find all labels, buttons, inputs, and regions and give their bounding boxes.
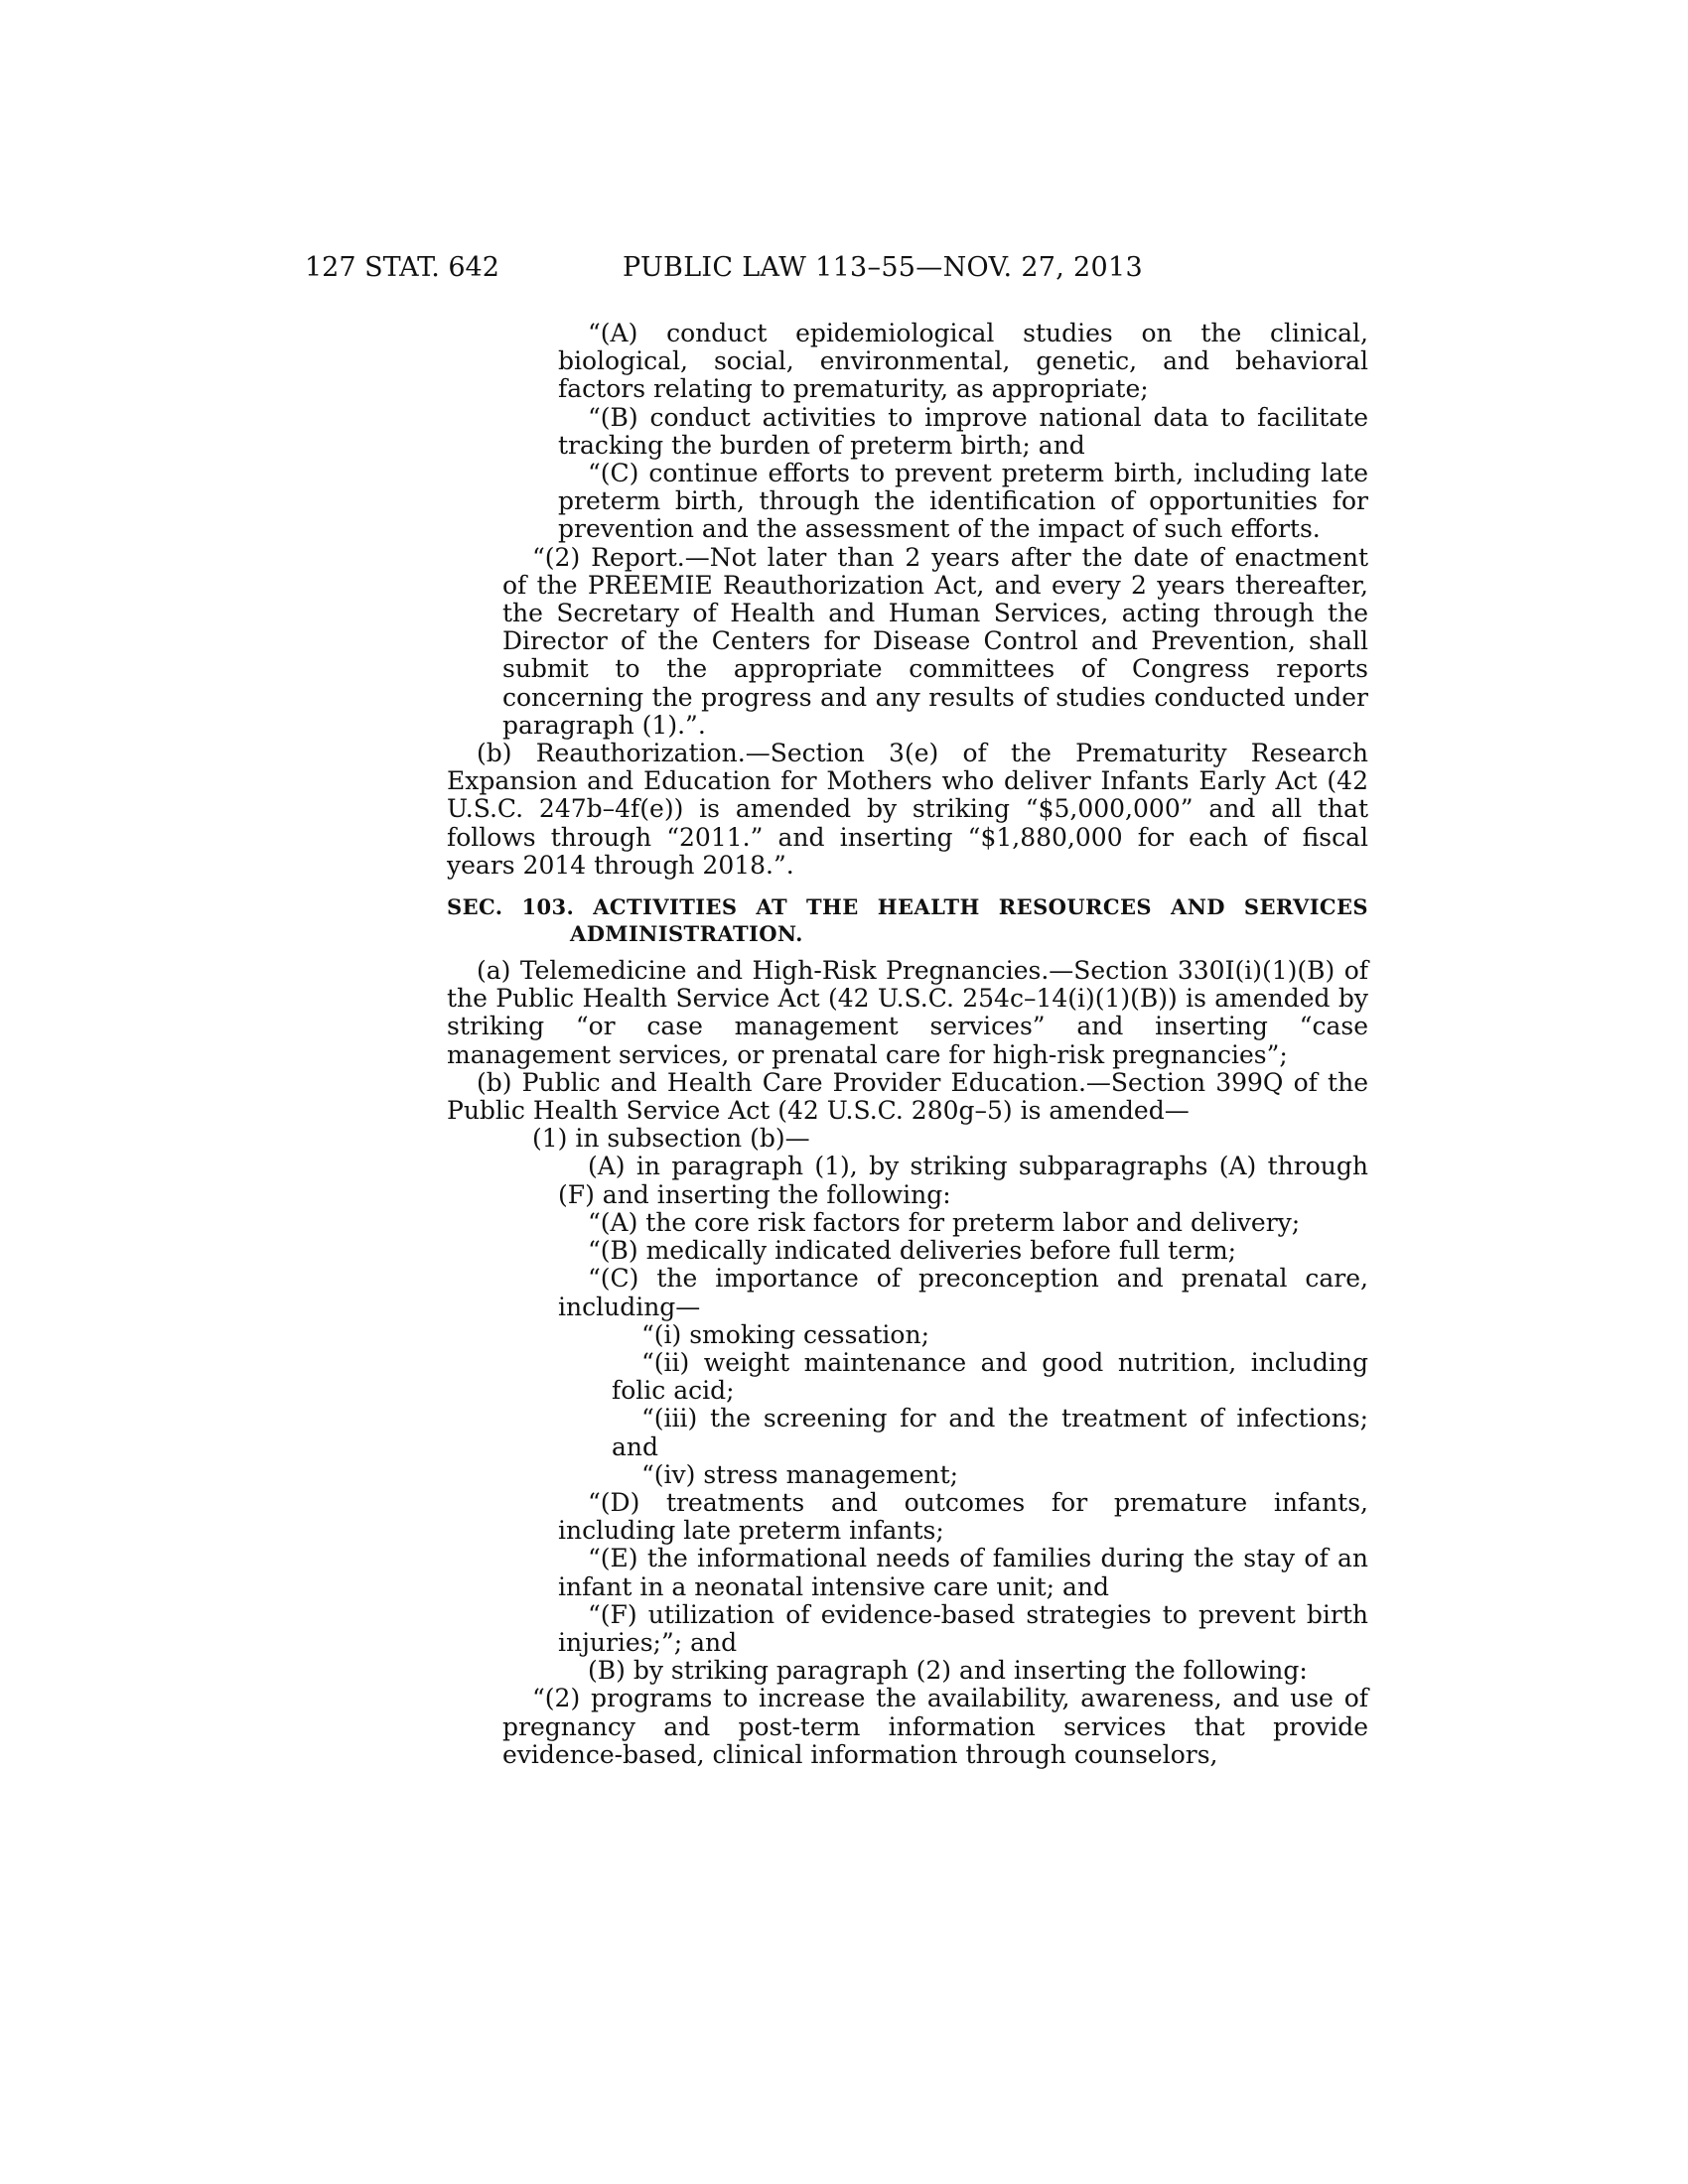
paragraph-2-programs: “(2) programs to increase the availability, awareness, and use of pregnancy and post-term information services that provide evidence-based, clinical information through counselors, bbox=[502, 1684, 1368, 1769]
clause-i-smoking: “(i) smoking cessation; bbox=[641, 1319, 929, 1349]
paragraph-1-subsection-b: (1) in subsection (b)— bbox=[532, 1124, 810, 1154]
paragraph-b-reauthorization: (b) Reauthorization.—Section 3(e) of the Prematurity Research Expansion and Education for Mothers who deliver Infants Early Act (42 U.S.C. 247b–4f(e)) is amended by striking “$5,000,000” and all that follows through “2011.” and inserting “$1,880,000 for each of fiscal years 2014 through 2018.”. bbox=[447, 739, 1368, 880]
paragraph-C-preconception-care: “(C) the importance of preconception and prenatal care, including— bbox=[558, 1264, 1368, 1321]
paragraph-B-striking-paragraph-2: (B) by striking paragraph (2) and inserting the following: bbox=[588, 1656, 1308, 1686]
paragraph-A-striking-subparagraphs: (A) in paragraph (1), by striking subparagraphs (A) through (F) and inserting the following: bbox=[558, 1152, 1368, 1209]
document-body bbox=[447, 319, 1368, 1769]
paragraph-a-telemedicine: (a) Telemedicine and High-Risk Pregnancies.—Section 330I(i)(1)(B) of the Public Health Service Act (42 U.S.C. 254c–14(i)(1)(B)) is amended by striking “or case management services” and inserting “case management services, or prenatal care for high-risk pregnancies”; bbox=[447, 956, 1368, 1069]
paragraph-b-national-data: “(B) conduct activities to improve national data to facilitate tracking the burden of preterm birth; and bbox=[558, 402, 1368, 460]
paragraph-c-prevent-preterm: “(C) continue efforts to prevent preterm birth, including late preterm birth, through the identification of opportunities for prevention and the assessment of the impact of such efforts. bbox=[558, 459, 1368, 544]
paragraph-D-treatments: “(D) treatments and outcomes for premature infants, including late preterm infants; bbox=[558, 1487, 1368, 1546]
running-title: PUBLIC LAW 113–55—NOV. 27, 2013 bbox=[623, 252, 1143, 283]
paragraph-a-epidemiological: “(A) conduct epidemiological studies on the clinical, biological, social, environmental, genetic, and behavioral factors relating to prematurity, as appropriate; bbox=[558, 319, 1368, 404]
clause-iii-screening: “(iii) the screening for and the treatment of infections; and bbox=[612, 1404, 1368, 1461]
paragraph-F-evidence-based: “(F) utilization of evidence-based strategies to prevent birth injuries;”; and bbox=[558, 1599, 1368, 1657]
paragraph-E-informational-needs: “(E) the informational needs of families during the stay of an infant in a neonatal intensive care unit; and bbox=[558, 1544, 1368, 1601]
paragraph-B-indicated-deliveries: “(B) medically indicated deliveries before full term; bbox=[588, 1236, 1237, 1266]
paragraph-A-core-risk-factors: “(A) the core risk factors for preterm labor and delivery; bbox=[588, 1207, 1301, 1237]
paragraph-b-public-education: (b) Public and Health Care Provider Education.—Section 399Q of the Public Health Service Act (42 U.S.C. 280g–5) is amended— bbox=[447, 1067, 1368, 1126]
clause-ii-weight: “(ii) weight maintenance and good nutrition, including folic acid; bbox=[612, 1347, 1368, 1406]
page-header bbox=[305, 252, 1369, 292]
statute-page-number: 127 STAT. 642 bbox=[305, 252, 499, 283]
paragraph-2-report: “(2) Report.—Not later than 2 years after the date of enactment of the PREEMIE Reauthorization Act, and every 2 years thereafter, the Secretary of Health and Human Services, acting through the Director of the Centers for Disease Control and Prevention, shall submit to the appropriate committees of Congress reports concerning the progress and any results of studies conducted under paragraph (1).”. bbox=[502, 542, 1368, 740]
section-103-heading: SEC. 103. ACTIVITIES AT THE HEALTH RESOURCES AND SERVICES ADMINISTRATION. bbox=[447, 894, 1368, 947]
clause-iv-stress: “(iv) stress management; bbox=[641, 1459, 959, 1489]
